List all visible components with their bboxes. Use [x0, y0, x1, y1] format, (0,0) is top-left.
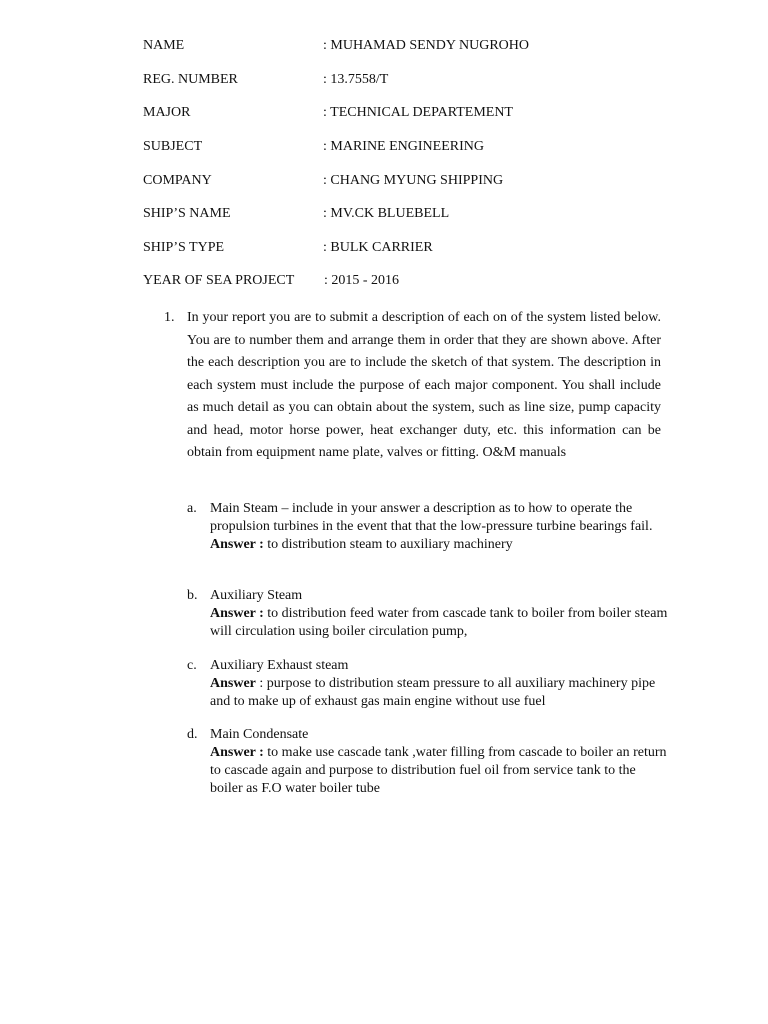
answer-label: Answer :: [210, 537, 264, 552]
answer-label: Answer :: [210, 745, 264, 760]
field-subject-label: SUBJECT: [143, 139, 203, 154]
field-reg-number-value: : 13.7558/T: [323, 72, 389, 87]
field-subject-value: : MARINE ENGINEERING: [323, 139, 484, 154]
field-ships-name-label: SHIP’S NAME: [143, 206, 231, 221]
answer-label: Answer :: [210, 606, 264, 621]
answer-text: : purpose to distribution steam pressure to all auxiliary machinery pipe and to make up of exhaust gas main engine without use fuel: [210, 676, 656, 709]
field-name-value: : MUHAMAD SENDY NUGROHO: [323, 38, 529, 53]
answer-text: to distribution steam to auxiliary machinery: [263, 537, 513, 552]
field-ships-type-label: SHIP’S TYPE: [143, 240, 225, 255]
field-company-value: : CHANG MYUNG SHIPPING: [323, 173, 504, 188]
list-item-title: Main Condensate: [210, 727, 309, 742]
list-item-body: [210, 500, 670, 554]
field-reg-number-label: REG. NUMBER: [143, 72, 238, 87]
list-item-body: [210, 587, 670, 641]
field-year-of-sea-project-label: YEAR OF SEA PROJECT: [143, 273, 295, 288]
answer-text: to distribution feed water from cascade tank to boiler from boiler steam will circulation using boiler circulation pump,: [210, 606, 668, 639]
answer-label: Answer: [210, 676, 256, 691]
field-major-label: MAJOR: [143, 105, 191, 120]
field-year-of-sea-project-value: : 2015 - 2016: [324, 273, 400, 288]
list-item-title: Main Steam – include in your answer a description as to how to operate the propulsion turbines in the event that that the low-pressure turbine bearings fail.: [210, 501, 653, 534]
list-item-letter: c.: [187, 658, 197, 673]
field-major-value: : TECHNICAL DEPARTEMENT: [323, 105, 513, 120]
question-text: In your report you are to submit a description of each on of the system listed below. You are to number them and arrange them in order that they are shown above. After the each description you are to include the sketch of that system. The description in each system must include the purpose of each major component. You shall include as much detail as you can obtain about the system, such as line size, pump capacity and head, motor horse power, heat exchanger duty, etc. this information can be obtain from equipment name plate, valves or fitting. O&M manuals: [187, 310, 661, 460]
list-item-body: [210, 657, 670, 711]
field-ships-type-value: : BULK CARRIER: [323, 240, 433, 255]
list-item-letter: b.: [187, 588, 198, 603]
list-item-title: Auxiliary Exhaust steam: [210, 658, 349, 673]
field-ships-name-value: : MV.CK BLUEBELL: [323, 206, 450, 221]
list-item-letter: d.: [187, 727, 198, 742]
list-item-body: [210, 726, 670, 798]
field-company-label: COMPANY: [143, 173, 212, 188]
question-number: 1.: [164, 310, 175, 325]
list-item-title: Auxiliary Steam: [210, 588, 303, 603]
answer-text: to make use cascade tank ,water filling from cascade to boiler an return to cascade again and purpose to distribution fuel oil from service tank to the boiler as F.O water boiler tube: [210, 745, 667, 796]
field-name-label: NAME: [143, 38, 185, 53]
list-item-letter: a.: [187, 501, 197, 516]
